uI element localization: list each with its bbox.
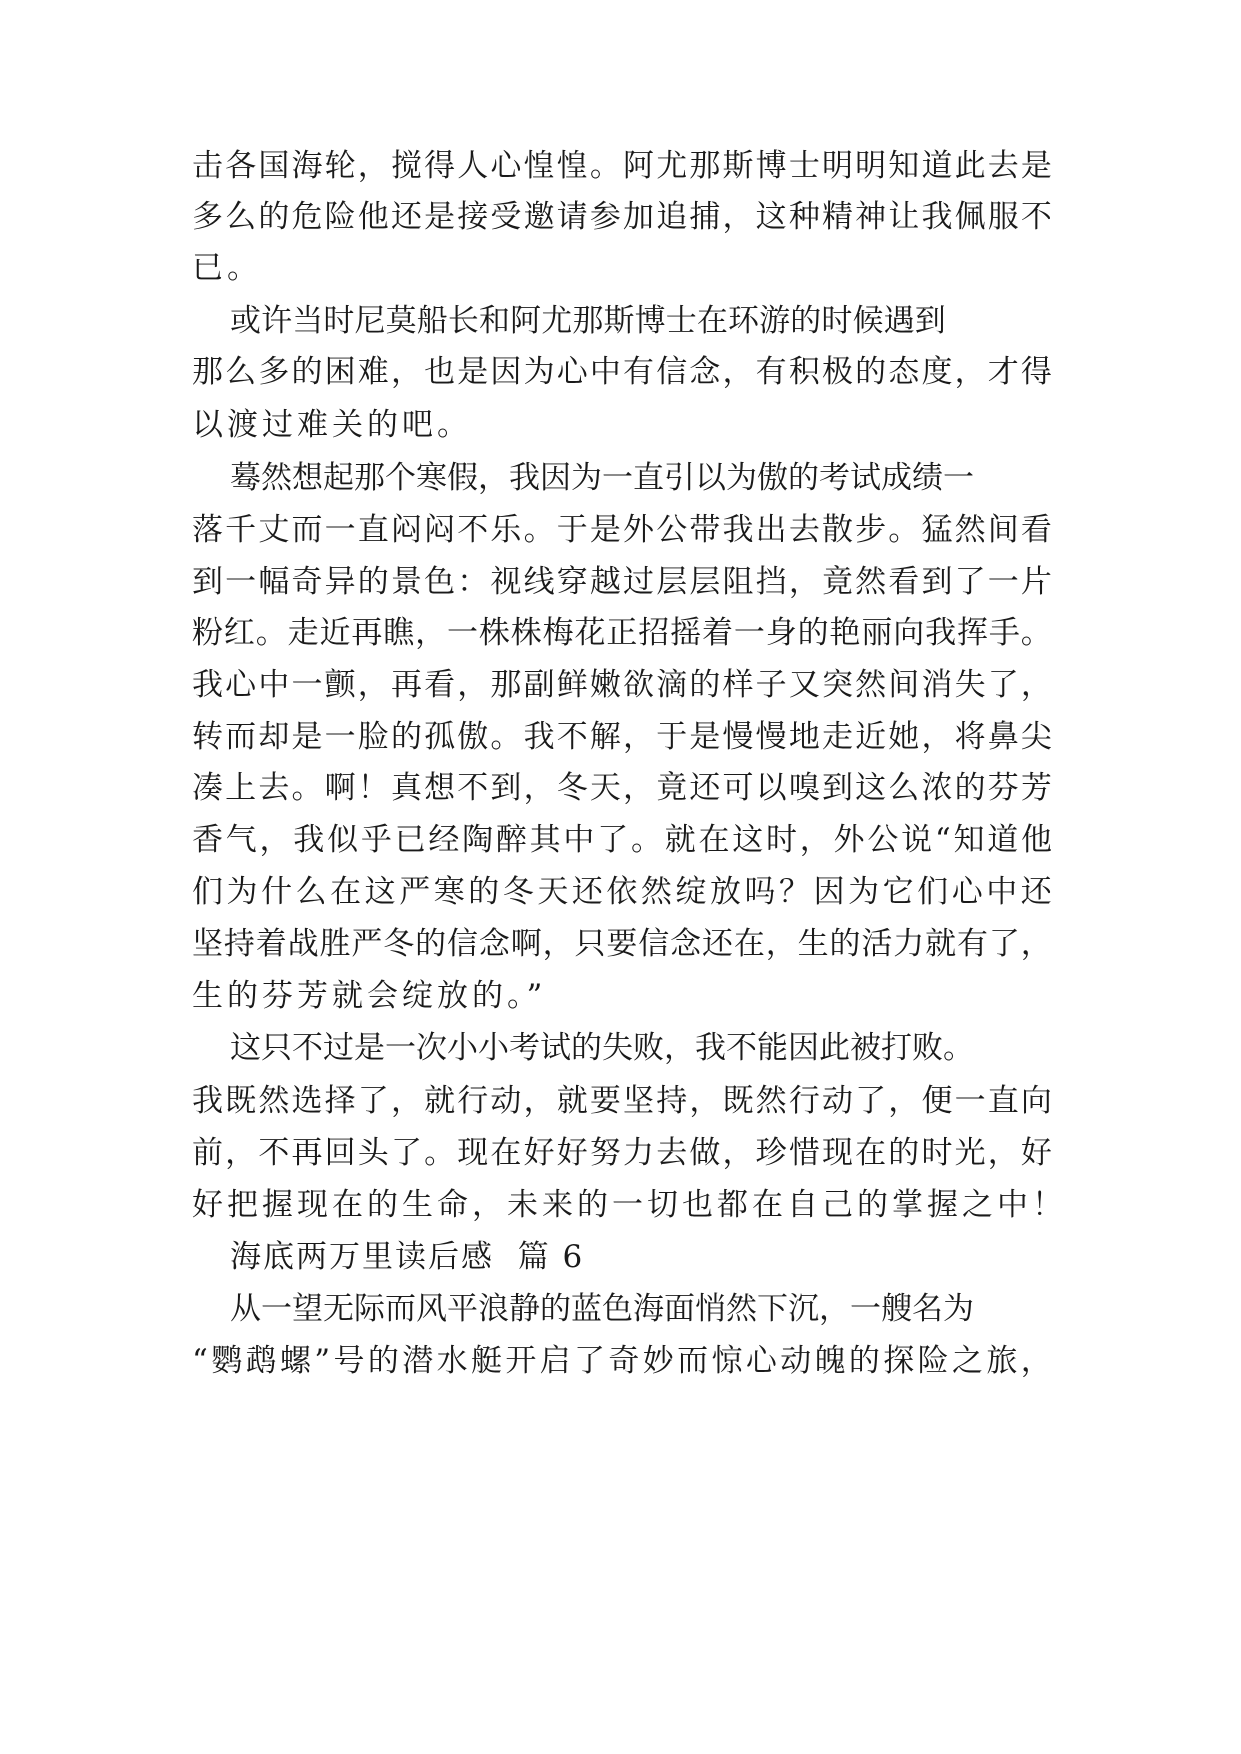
paragraph-line: 从 一 望 无 际 而 风 平 浪 静 的 蓝 色 海 面 悄 然 下 沉 ， 一 艘 名 为: [230, 1291, 974, 1327]
paragraph-line: 我 既 然 选 择 了 ， 就 行 动 ， 就 要 坚 持 ， 既 然 行 动 了 ， 便 一 直 向: [192, 1083, 1052, 1119]
paragraph-line: “ 鹦 鹉 螺 ” 号 的 潜 水 艇 开 启 了 奇 妙 而 惊 心 动 魄 的 探 险 之 旅 ，: [192, 1343, 1052, 1379]
paragraph-line: 前 ， 不 再 回 头 了 。 现 在 好 好 努 力 去 做 ， 珍 惜 现 在 的 时 光 ， 好: [192, 1135, 1052, 1171]
paragraph-line: 或 许 当 时 尼 莫 船 长 和 阿 尤 那 斯 博 士 在 环 游 的 时 候 遇 到: [230, 303, 946, 339]
paragraph-line: 蓦 然 想 起 那 个 寒 假 ， 我 因 为 一 直 引 以 为 傲 的 考 试 成 绩 一: [230, 460, 974, 496]
section-heading: 海底两万里读后感 篇 6: [230, 1239, 585, 1275]
paragraph-line: 香 气 ， 我 似 乎 已 经 陶 醉 其 中 了 。 就 在 这 时 ， 外 公 说 “ 知 道 他: [192, 822, 1052, 858]
paragraph-line: 已。: [192, 250, 262, 286]
paragraph-line: 好把握现在的生命，未来的一切也都在自己的掌握之中！: [192, 1187, 1067, 1223]
paragraph-line: 坚 持 着 战 胜 严 冬 的 信 念 啊 ， 只 要 信 念 还 在 ， 生 的 活 力 就 有 了 ，: [192, 926, 1052, 962]
paragraph-line: 到 一 幅 奇 异 的 景 色 ： 视 线 穿 越 过 层 层 阻 挡 ， 竟 然 看 到 了 一 片: [192, 564, 1052, 600]
paragraph-line: 那 么 多 的 困 难 ， 也 是 因 为 心 中 有 信 念 ， 有 积 极 的 态 度 ， 才 得: [192, 354, 1052, 390]
paragraph-line: 落 千 丈 而 一 直 闷 闷 不 乐 。 于 是 外 公 带 我 出 去 散 步 。 猛 然 间 看: [192, 512, 1052, 548]
paragraph-line: 击 各 国 海 轮 ， 搅 得 人 心 惶 惶 。 阿 尤 那 斯 博 士 明 明 知 道 此 去 是: [192, 148, 1052, 184]
paragraph-line: 多 么 的 危 险 他 还 是 接 受 邀 请 参 加 追 捕 ， 这 种 精 神 让 我 佩 服 不: [192, 199, 1052, 235]
paragraph-line: 这 只 不 过 是 一 次 小 小 考 试 的 失 败 ， 我 不 能 因 此 被 打 败 。: [230, 1030, 974, 1066]
paragraph-line: 以渡过难关的吧。: [192, 407, 472, 443]
paragraph-line: 们 为 什 么 在 这 严 寒 的 冬 天 还 依 然 绽 放 吗 ？ 因 为 它 们 心 中 还: [192, 874, 1052, 910]
paragraph-line: 粉 红 。 走 近 再 瞧 ， 一 株 株 梅 花 正 招 摇 着 一 身 的 艳 丽 向 我 挥 手 。: [192, 615, 1052, 651]
paragraph-line: 凑 上 去 。 啊 ！ 真 想 不 到 ， 冬 天 ， 竟 还 可 以 嗅 到 这 么 浓 的 芬 芳: [192, 770, 1052, 806]
paragraph-line: 转 而 却 是 一 脸 的 孤 傲 。 我 不 解 ， 于 是 慢 慢 地 走 近 她 ， 将 鼻 尖: [192, 719, 1052, 755]
paragraph-line: 生的芬芳就会绽放的。”: [192, 978, 547, 1014]
paragraph-line: 我 心 中 一 颤 ， 再 看 ， 那 副 鲜 嫩 欲 滴 的 样 子 又 突 然 间 消 失 了 ，: [192, 667, 1052, 703]
